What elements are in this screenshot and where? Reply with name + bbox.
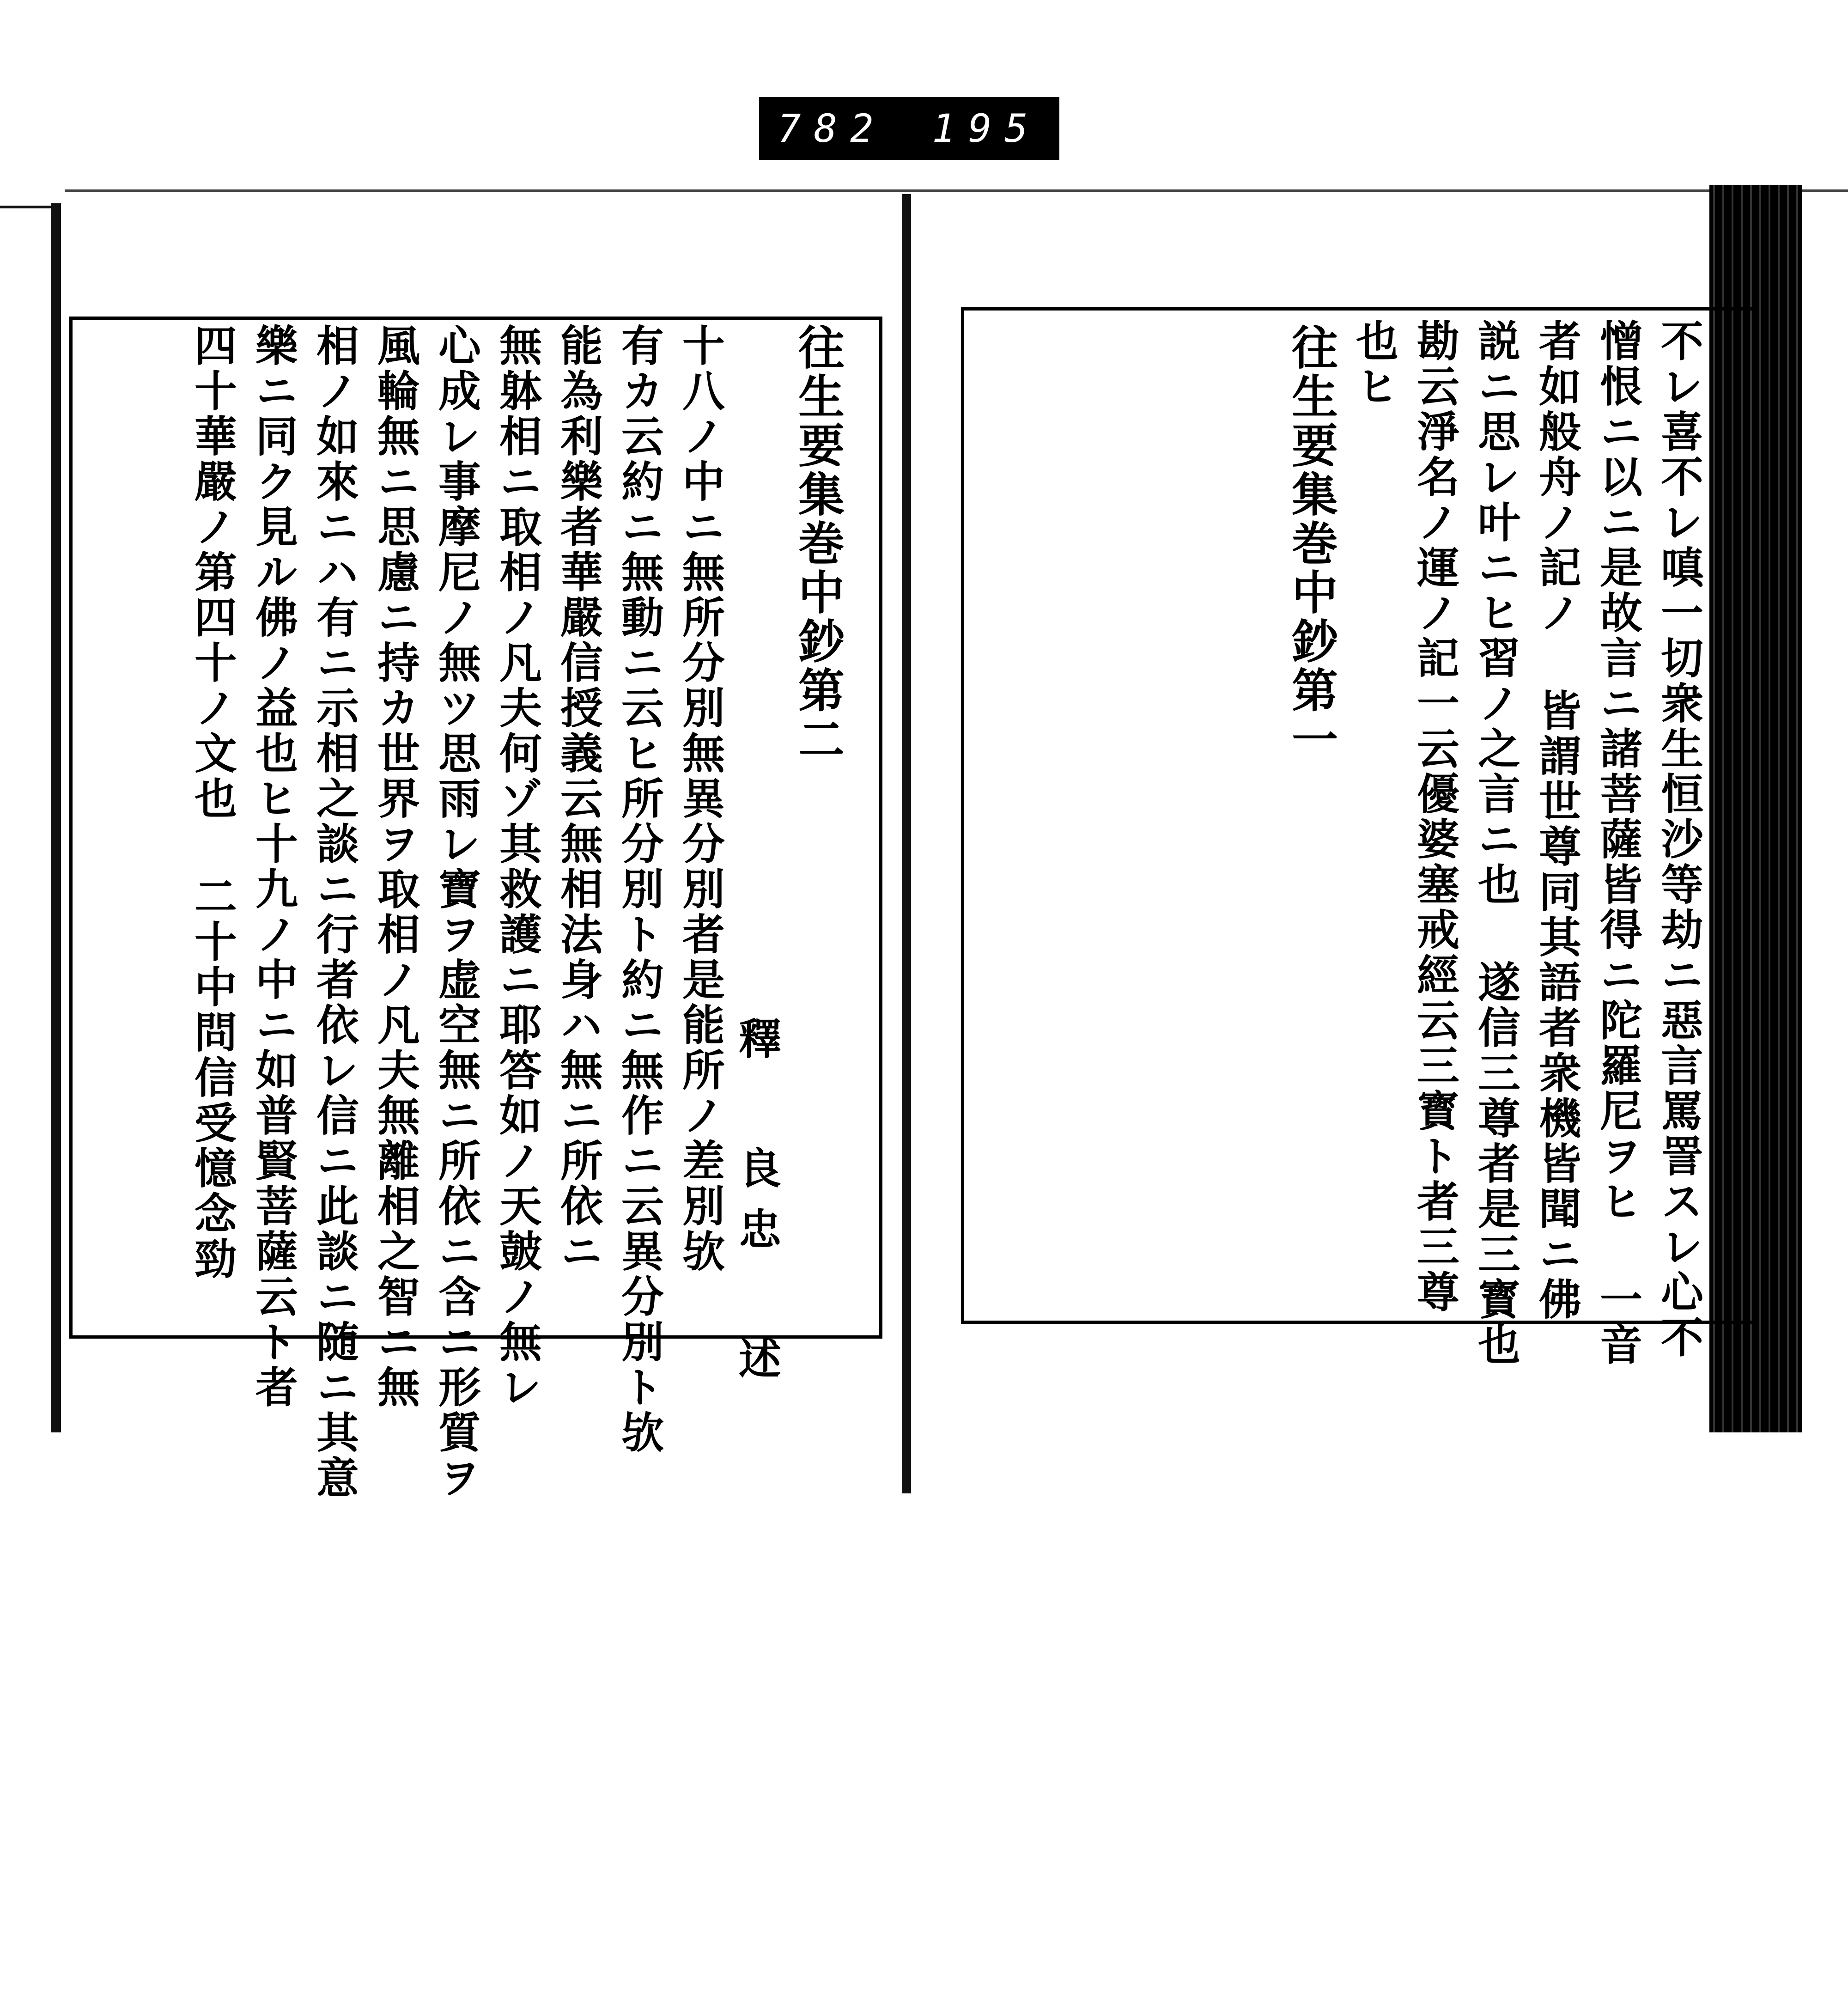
right-col-5: 勘云淨名ノ運ノ記一云優婆塞戒經云三寳ト者三尊 xyxy=(1410,319,1460,1315)
right-col-2: 憎恨ニ以ニ是故言ニ諸菩薩皆得ニ陀羅尼ヲヒ 一音 xyxy=(1593,319,1643,1368)
left-book-edge xyxy=(51,203,61,1432)
right-page-text xyxy=(1224,319,1704,1368)
archive-number-plate xyxy=(759,97,1059,160)
right-col-4: 説ニ思レ叶ニヒ習ノ之言ニ也 遂信三尊者是三寳也 xyxy=(1471,319,1521,1368)
right-page-title: 往生要集巻中鈔第一 xyxy=(1284,323,1338,764)
left-col-7: 相ノ如來ニハ有ニ示相之談ニ行者依レ信ニ此談ニ随ニ其意 xyxy=(310,323,359,1501)
left-col-4: 無躰相ニ取相ノ凡夫何ゾ其救護ニ耶答如ノ天皷ノ無レ xyxy=(492,323,542,1410)
left-col-9: 四十華嚴ノ第四十ノ文也 二十中問信受憶念勁 xyxy=(188,323,237,1282)
right-col-6: 也ヒ xyxy=(1349,319,1399,409)
left-col-1: 十八ノ中ニ無所分別無異分別者是能所ノ差別欤 xyxy=(675,323,725,1274)
right-col-3: 者如般舟ノ記ノ 皆謂世尊同其語者衆機皆聞ニ佛 xyxy=(1532,319,1582,1322)
left-page-title: 往生要集巻中鈔第二 xyxy=(790,323,845,764)
left-col-5: 心成レ事摩尼ノ無ツ思雨レ寶ヲ虚空無ニ所依ニ含ニ形質ヲ xyxy=(432,323,481,1501)
left-col-8: 樂ニ同ク見ル佛ノ益也ヒ十九ノ中ニ如普賢菩薩云ト者 xyxy=(249,323,298,1410)
left-page-text xyxy=(109,323,845,1501)
left-col-2: 有カ云約ニ無動ニ云ヒ所分別ト約ニ無作ニ云異分別ト欤 xyxy=(614,323,664,1456)
left-col-3: 能為利樂者華嚴信授義云無相法身ハ無ニ所依ニ xyxy=(553,323,603,1274)
spine xyxy=(902,194,911,1493)
plate-left-number: 782 xyxy=(778,106,887,151)
top-left-rule xyxy=(0,206,65,208)
left-page-author: 釋 良忠 述 xyxy=(732,1017,782,1397)
left-col-6: 風輪無ニ思慮ニ持カ世界ヲ取相ノ凡夫無離相之智ニ無 xyxy=(371,323,420,1410)
plate-right-number: 195 xyxy=(932,106,1041,151)
right-col-1: 不レ喜不レ嗔一切衆生恒沙等劫ニ惡言罵詈スレ心不 xyxy=(1654,319,1704,1360)
page-top-edge xyxy=(65,189,1848,192)
